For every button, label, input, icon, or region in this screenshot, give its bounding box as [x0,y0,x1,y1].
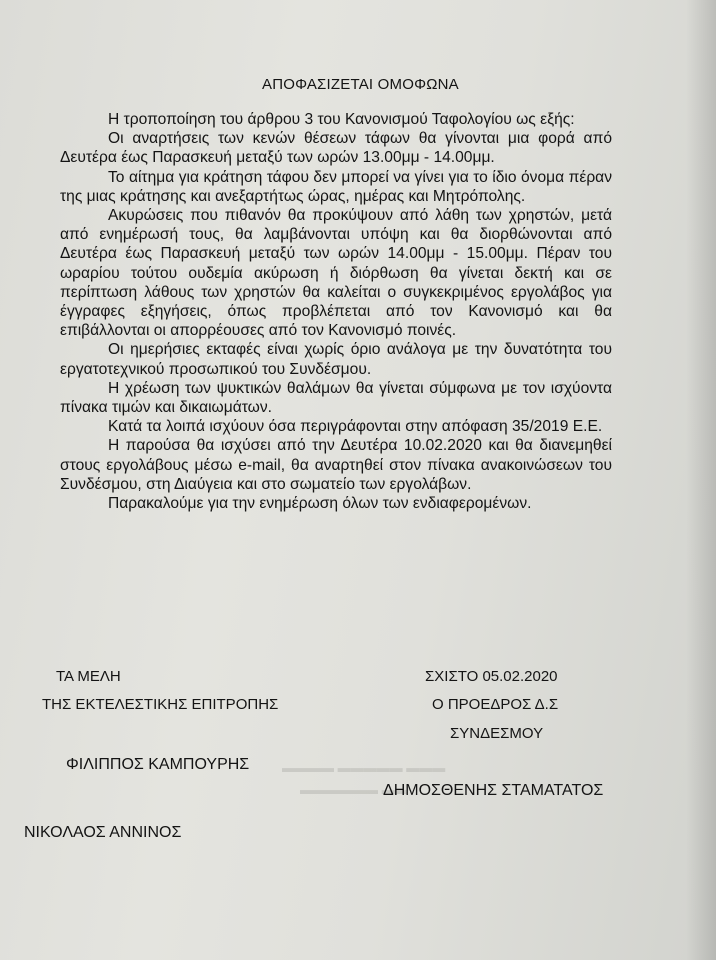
place-date: ΣΧΙΣΤΟ 05.02.2020 [425,668,558,685]
bleed-through-mark: ▬▬ ▬▬▬▬▬▬ [300,782,408,797]
paragraph: Ακυρώσεις που πιθανόν θα προκύψουν από λάθη των χρηστών, μετά από ενημέρωσή τους, θα λαμβάνονται υπόψη και θα διορθώνονται από Δευτέρα έως Παρασκευή μεταξύ των ωρών 14.00μμ - 15.00μμ. Πέραν του ωραρίου τούτου ουδεμία ακύρωση ή διόρθωση θα γίνεται δεκτή και σε περίπτωση λάθους των χρηστών θα καλείται ο συγκεκριμένος εργολάβος για έγγραφες εξηγήσεις, όπως προβλέπεται από τον Κανονισμό και θα επιβάλλονται οι απορρέουσες από τον Κανονισμό ποινές. [60,207,612,340]
member-name: ΝΙΚΟΛΑΟΣ ΑΝΝΙΝΟΣ [24,824,182,841]
paragraph: Οι αναρτήσεις των κενών θέσεων τάφων θα γίνονται μια φορά από Δευτέρα έως Παρασκευή μεταξύ των ωρών 13.00μμ - 14.00μμ. [60,130,612,167]
members-heading: ΤΑ ΜΕΛΗ [56,668,121,685]
paragraph: Η χρέωση των ψυκτικών θαλάμων θα γίνεται σύμφωνα με τον ισχύοντα πίνακα τιμών και δικαιωμάτων. [60,379,612,417]
paragraph: Η παρούσα θα ισχύσει από την Δευτέρα 10.02.2020 και θα διανεμηθεί στους εργολάβους μέσω e-mail, θα αναρτηθεί στον πίνακα ανακοινώσεων του Συνδέσμου, στη Διαύγεια και στο σωματείο των εργολάβων. [60,437,612,493]
document-body [60,110,612,513]
paragraph: Οι ημερήσιες εκταφές είναι χωρίς όριο ανάλογα με την δυνατότητα του εργατοτεχνικού προσωπικού του Συνδέσμου. [60,341,612,378]
bleed-through-mark: ▬▬▬ ▬▬▬▬▬ ▬▬▬▬ [282,760,446,775]
paragraph: Το αίτημα για κράτηση τάφου δεν μπορεί να γίνει για το ίδιο όνομα πέραν της μιας κράτησης και ανεξαρτήτως ώρας, ημέρας και Μητρόπολης. [60,168,612,205]
committee-heading: ΤΗΣ ΕΚΤΕΛΕΣΤΙΚΗΣ ΕΠΙΤΡΟΠΗΣ [42,696,279,713]
paragraph: Η τροποποίηση του άρθρου 3 του Κανονισμού Ταφολογίου ως εξής: [108,111,575,128]
page-shadow [686,0,716,960]
member-name: ΦΙΛΙΠΠΟΣ ΚΑΜΠΟΥΡΗΣ [66,756,250,773]
president-title: Ο ΠΡΟΕΔΡΟΣ Δ.Σ [432,696,559,713]
president-org: ΣΥΝΔΕΣΜΟΥ [450,725,544,742]
paragraph: Κατά τα λοιπά ισχύουν όσα περιγράφονται στην απόφαση 35/2019 Ε.Ε. [108,418,603,436]
paragraph: Παρακαλούμε για την ενημέρωση όλων των ενδιαφερομένων. [108,495,532,513]
president-name: ΔΗΜΟΣΘΕΝΗΣ ΣΤΑΜΑΤΑΤΟΣ [383,782,604,799]
document-title: ΑΠΟΦΑΣΙΖΕΤΑΙ ΟΜΟΦΩΝΑ [262,76,459,93]
